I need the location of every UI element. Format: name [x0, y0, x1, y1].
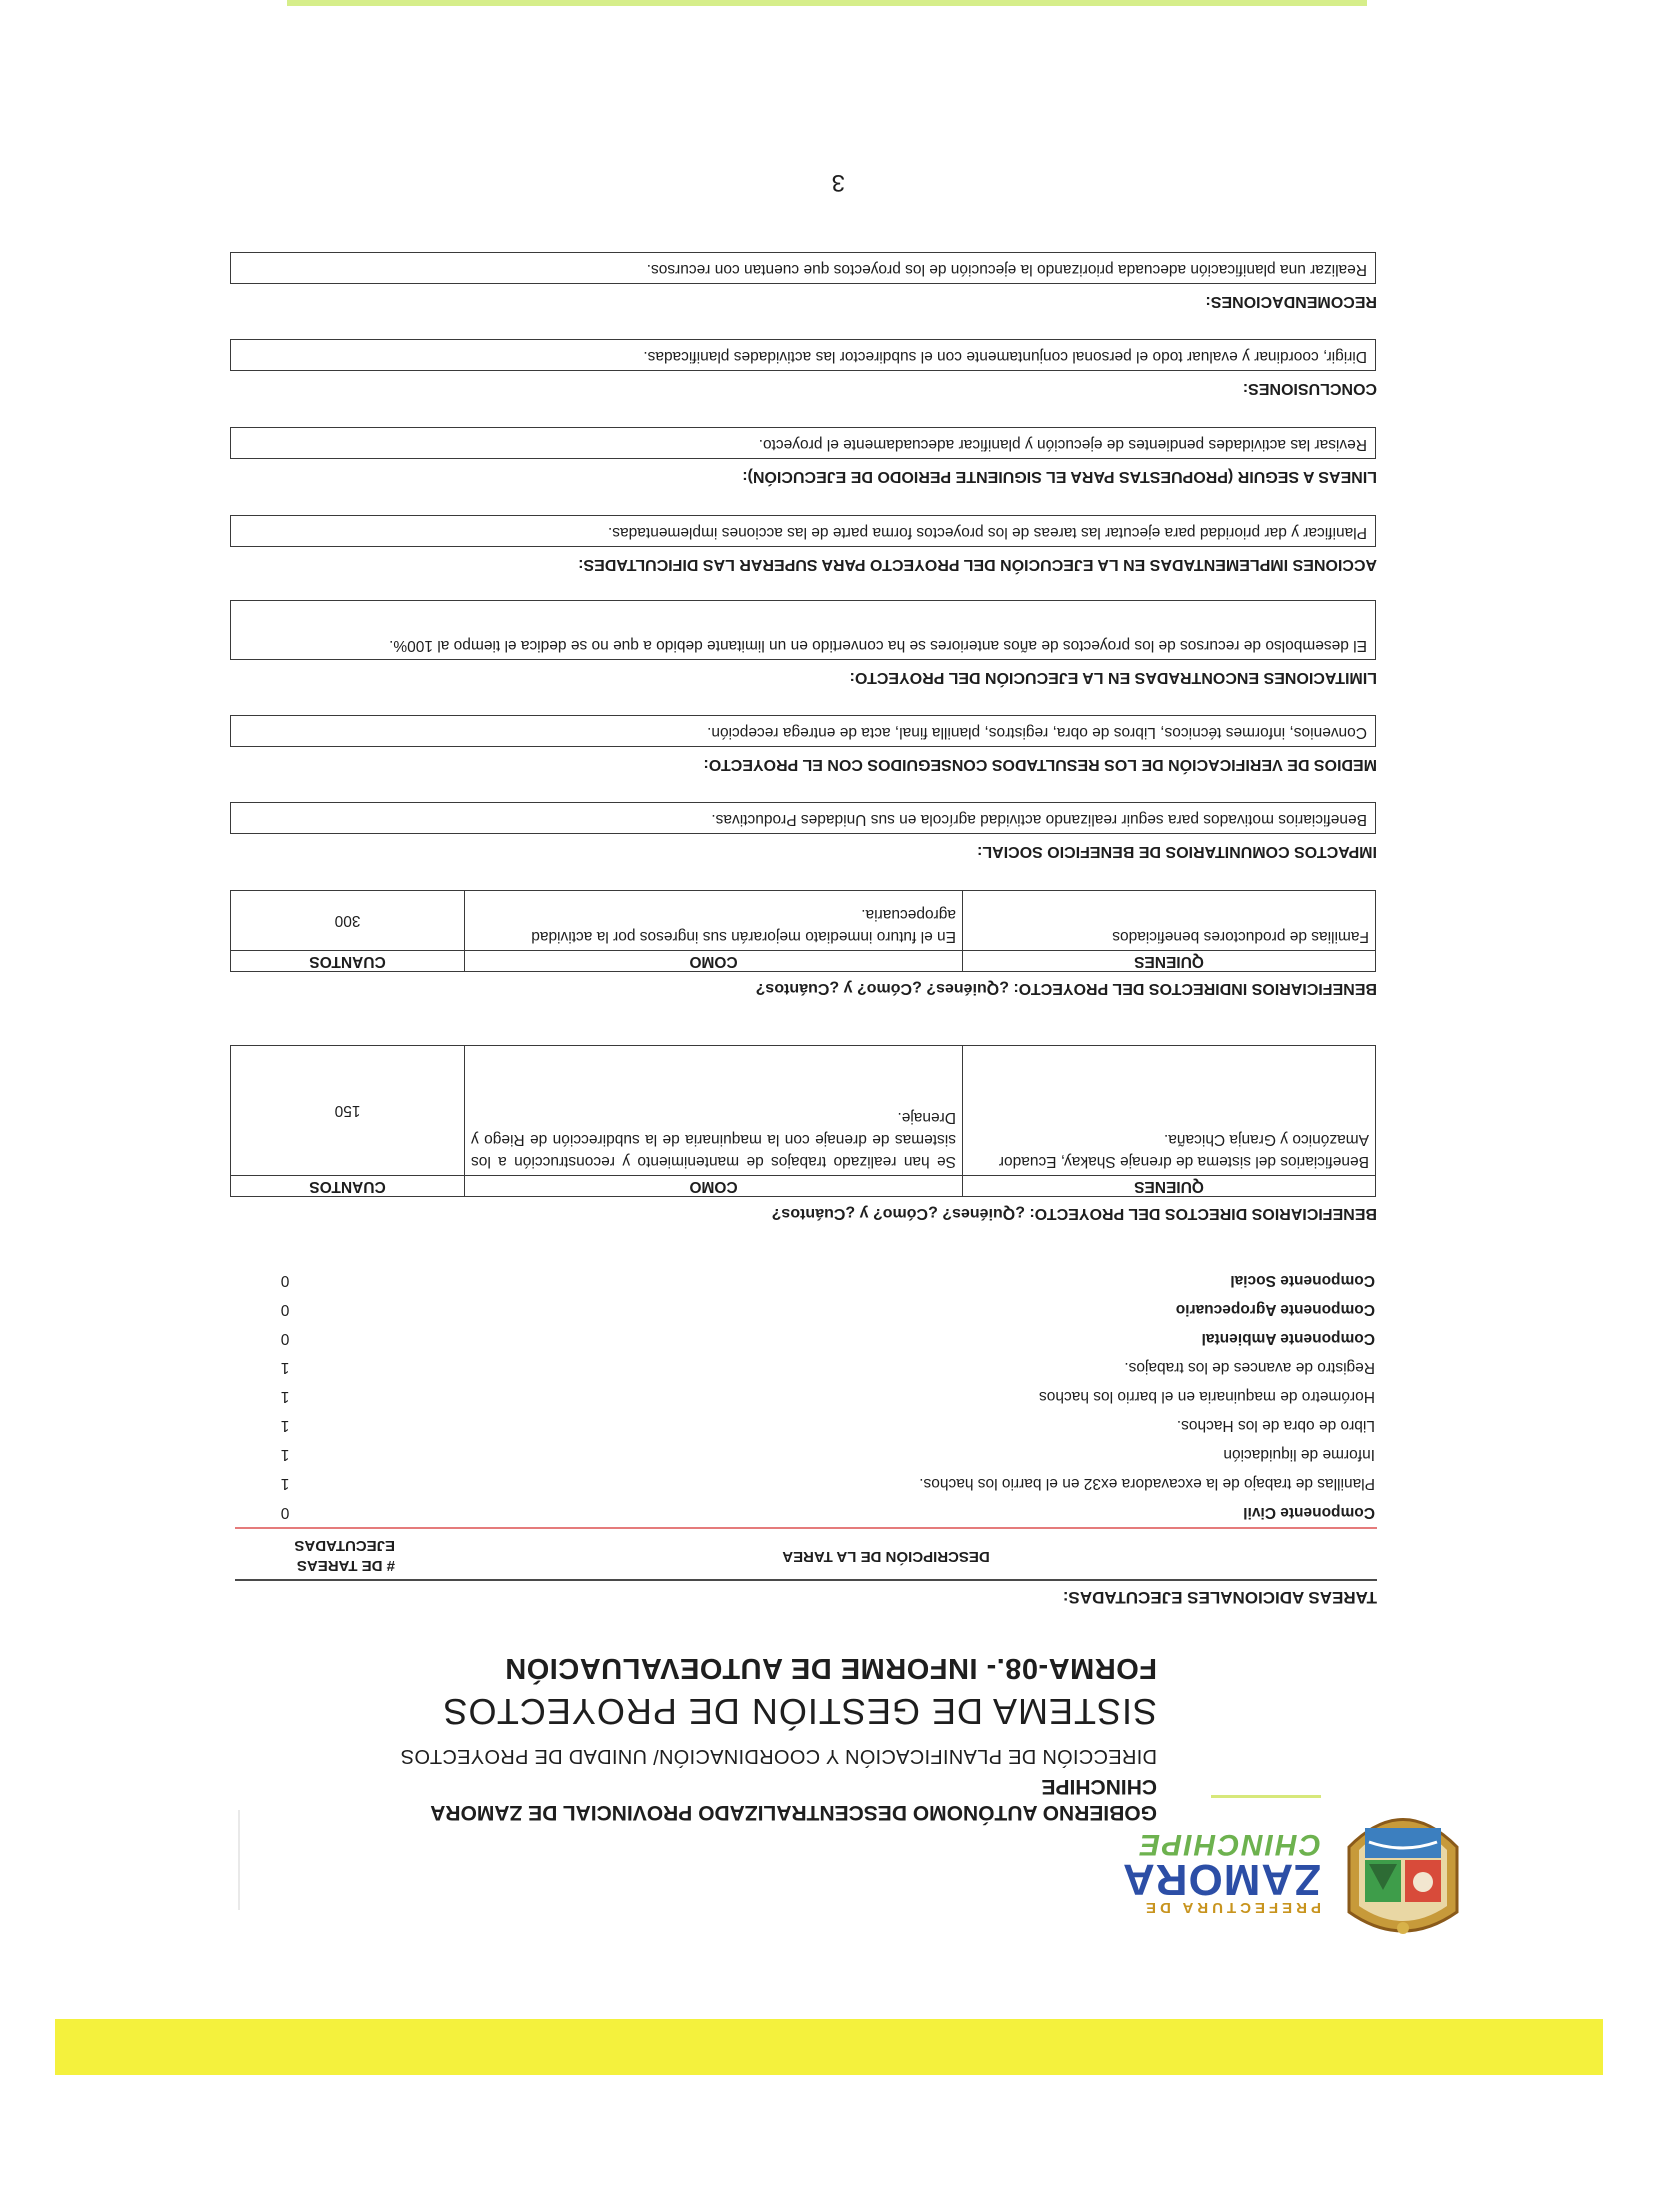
- task-count: 0: [280, 1330, 290, 1348]
- task-count: 0: [280, 1504, 290, 1522]
- system-title: SISTEMA DE GESTIÓN DE PROYECTOS: [442, 1691, 1157, 1732]
- task-count: 1: [280, 1475, 290, 1493]
- indirect-beneficiaries-table: [230, 890, 1376, 972]
- task-count: 0: [280, 1272, 290, 1290]
- col-how: COMO: [465, 951, 963, 972]
- actions-title: ACCIONES IMPLEMENTADAS EN LA EJECUCIÓN DEL PROYECTO PARA SUPERAR LAS DIFICULTADES:: [578, 556, 1377, 573]
- impacts-box: Beneficiarios motivados para seguir realizando actividad agrícola en sus Unidades Productivas.: [230, 802, 1376, 834]
- faint-stamp: [198, 1810, 240, 1910]
- coat-of-arms-icon: [1339, 1794, 1467, 1942]
- table-header-row: [231, 1176, 1376, 1197]
- institution-name: GOBIERNO AUTÓNOMO DESCENTRALIZADO PROVINCIAL DE ZAMORA: [430, 1801, 1157, 1824]
- direct-beneficiaries-table: [230, 1045, 1376, 1197]
- next-lines-title: LINEAS A SEGUIR (PROPUESTAS PARA EL SIGUIENTE PERIODO DE EJECUCIÓN):: [742, 468, 1377, 485]
- how-cell: Se han realizado trabajos de mantenimiento y reconstrucción a los sistemas de drenaje con la maquinaria de la subdirección de Riego y Drenaje.: [465, 1046, 963, 1176]
- task-label: Componente Agropecuario: [1175, 1301, 1375, 1319]
- indirect-beneficiaries-title: BENEFICIARIOS INDIRECTOS DEL PROYECTO: ¿Quiénes? ¿Cómo? y ¿Cuántos?: [755, 980, 1377, 997]
- page-number: 3: [831, 169, 845, 196]
- how-cell: En el futuro inmediato mejorarán sus ingresos por la actividad agropecuaria.: [465, 891, 963, 951]
- verification-box: Convenios, informes técnicos, Libros de obra, registros, planilla final, acta de entrega recepción.: [230, 715, 1376, 747]
- brand-script-text: CHINCHIPE: [1137, 1828, 1321, 1861]
- conclusions-box: Dirigir, coordinar y evaluar todo el personal conjuntamente con el subdirector las actividades planificadas.: [230, 339, 1376, 371]
- count-cell: 150: [231, 1046, 465, 1176]
- table-row: [231, 1046, 1376, 1176]
- table-header-row: [231, 951, 1376, 972]
- who-cell: Familias de productores beneficiados: [963, 891, 1376, 951]
- limitations-box: El desembolso de recursos de los proyectos de años anteriores se ha convertido en un limitante debido a que no se dedica el tiempo al 100%.: [230, 600, 1376, 660]
- brand-small-text: PREFECTURA DE: [1142, 1899, 1321, 1916]
- task-count: 1: [280, 1388, 290, 1406]
- table-row: [231, 891, 1376, 951]
- table-row: [235, 1498, 1377, 1527]
- col-who: QUIENES: [963, 951, 1376, 972]
- brand-text: [1122, 1829, 1321, 1916]
- task-label: Componente Civil: [1243, 1504, 1375, 1522]
- additional-tasks-section: [235, 1266, 1377, 1607]
- actions-box: Planificar y dar prioridad para ejecutar las tareas de los proyectos forma parte de las acciones implementadas.: [230, 515, 1376, 547]
- direct-beneficiaries-title: BENEFICIARIOS DIRECTOS DEL PROYECTO: ¿Quiénes? ¿Cómo? y ¿Cuántos?: [771, 1205, 1377, 1222]
- bottom-color-band: [287, 0, 1367, 6]
- table-row: [235, 1295, 1377, 1324]
- form-title: FORMA-08.- INFORME DE AUTOEVALUACIÓN: [504, 1652, 1157, 1684]
- table-row: [235, 1382, 1377, 1411]
- col-count: CUANTOS: [231, 951, 465, 972]
- task-label: Componente Social: [1230, 1272, 1375, 1290]
- brand-underline: [1211, 1795, 1321, 1798]
- task-label: Libro de obra de los Hachos.: [1176, 1417, 1375, 1435]
- top-color-band: [55, 2019, 1603, 2075]
- limitations-title: LIMITACIONES ENCONTRADAS EN LA EJECUCIÓN DEL PROYECTO:: [849, 669, 1377, 686]
- task-label: Horómetro de maquinaria en el barrio los hachos: [1038, 1388, 1375, 1406]
- tasks-header-row: [235, 1527, 1377, 1579]
- col-who: QUIENES: [963, 1176, 1376, 1197]
- table-row: [235, 1469, 1377, 1498]
- task-label: Registro de avances de los trabajos.: [1124, 1359, 1375, 1377]
- institution-name-line2: CHINCHIPE: [1041, 1775, 1157, 1798]
- task-count: 1: [280, 1417, 290, 1435]
- impacts-title: IMPACTOS COMUNITARIOS DE BENEFICIO SOCIAL:: [976, 843, 1377, 860]
- table-row: [235, 1266, 1377, 1295]
- task-count: 0: [280, 1301, 290, 1319]
- table-row: [235, 1324, 1377, 1353]
- task-label: Planillas de trabajo de la excavadora ex32 en el barrio los hachos.: [919, 1475, 1375, 1493]
- table-row: [235, 1440, 1377, 1469]
- institution-header: [277, 1651, 1157, 1825]
- tasks-count-header: # DE TAREAS EJECUTADAS: [294, 1537, 395, 1574]
- brand-name: ZAMORA: [1121, 1855, 1321, 1904]
- task-count: 1: [280, 1359, 290, 1377]
- col-how: COMO: [465, 1176, 963, 1197]
- recommendations-title: RECOMENDACIONES:: [1205, 293, 1377, 310]
- task-count: 1: [280, 1446, 290, 1464]
- tasks-title: TAREAS ADICIONALES EJECUTADAS:: [235, 1579, 1377, 1607]
- table-row: [235, 1353, 1377, 1382]
- task-label: Informe de liquidación: [1223, 1446, 1375, 1464]
- department-name: DIRECCIÓN DE PLANIFICACIÓN Y COORDINACIÓN/ UNIDAD DE PROYECTOS: [400, 1745, 1157, 1767]
- verification-title: MEDIOS DE VERIFICACIÓN DE LOS RESULTADOS CONSEGUIDOS CON EL PROYECTO:: [703, 756, 1377, 773]
- who-cell: Beneficiarios del sistema de drenaje Shakay, Ecuador Amazónico y Granja Chicaña.: [963, 1046, 1376, 1176]
- tasks-description-header: DESCRIPCIÓN DE LA TAREA: [782, 1548, 990, 1565]
- next-lines-box: Revisar las actividades pendientes de ejecución y planificar adecuadamente el proyecto.: [230, 427, 1376, 459]
- conclusions-title: CONCLUSIONES:: [1242, 380, 1377, 397]
- recommendations-box: Realizar una planificación adecuada priorizando la ejecución de los proyectos que cuentan con recursos.: [230, 252, 1376, 284]
- count-cell: 300: [231, 891, 465, 951]
- table-row: [235, 1411, 1377, 1440]
- col-count: CUANTOS: [231, 1176, 465, 1197]
- task-label: Componente Ambiental: [1201, 1330, 1375, 1348]
